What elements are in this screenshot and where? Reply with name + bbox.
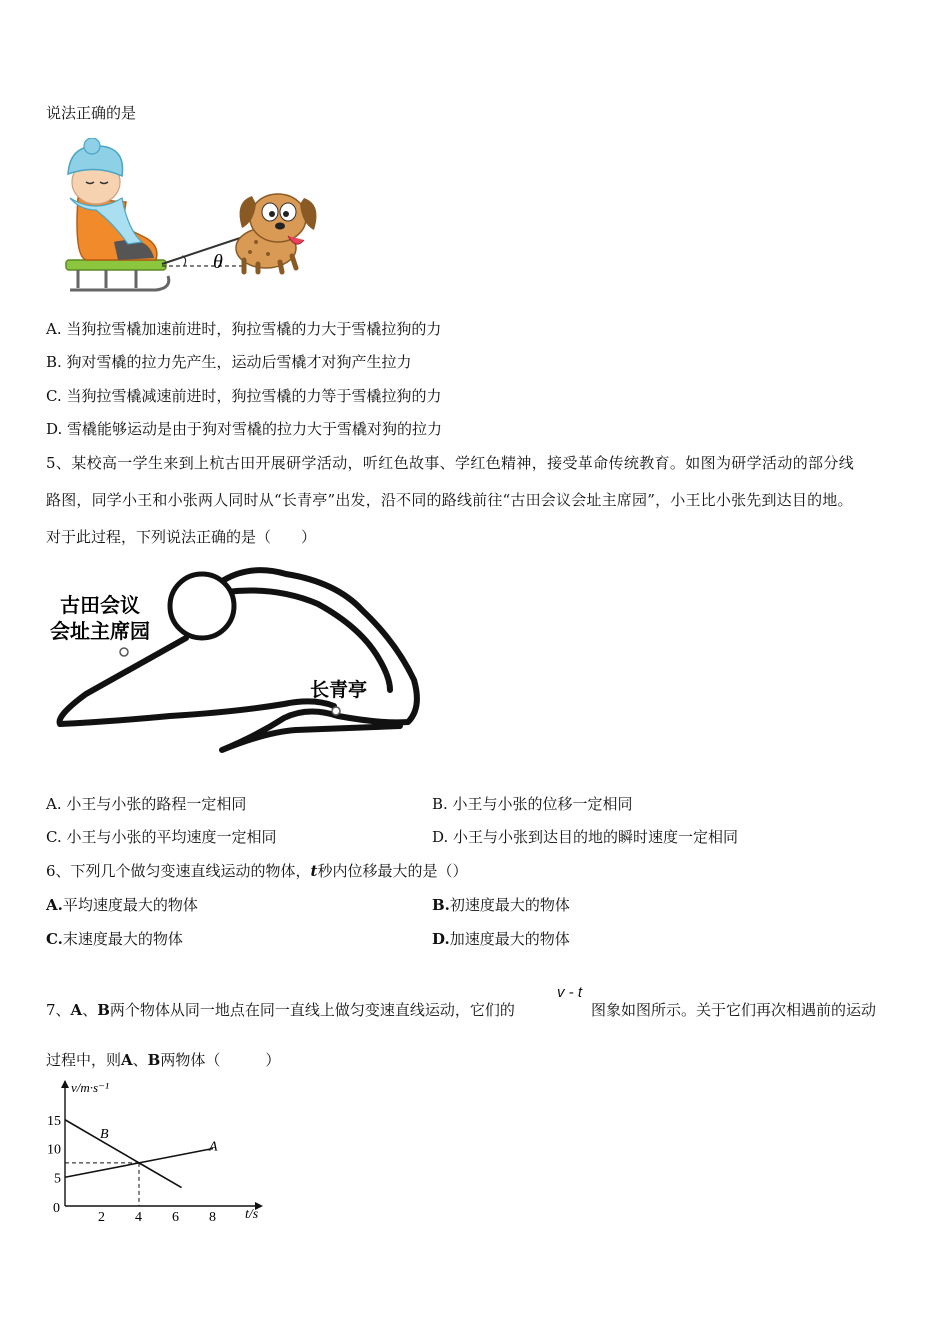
series-line-b (65, 1120, 182, 1188)
dog-icon (236, 194, 316, 272)
sled-icon (66, 260, 169, 290)
start-marker-icon (332, 707, 340, 715)
origin-label: 0 (53, 1201, 60, 1216)
q7-vt-label: v - t (557, 984, 582, 1001)
series-label-b: B (100, 1127, 109, 1142)
q6-stem-var: t (310, 862, 318, 880)
q7-stem-line-2: 过程中，则A、B两物体（ ） (46, 1051, 281, 1069)
q5-option-d: D. 小王与小张到达目的地的瞬时速度一定相同 (432, 828, 739, 846)
dest-marker-icon (120, 648, 128, 656)
q6-stem (46, 860, 468, 881)
series-label-a: A (209, 1139, 218, 1155)
y-tick-label: 5 (54, 1171, 61, 1187)
q5-stem-line-2: 路图，同学小王和小张两人同时从“长青亭”出发，沿不同的路线前往“古田会议会址主席园”，小王比小张先到达目的地。 (46, 491, 853, 509)
q4-option-b: B. 狗对雪橇的拉力先产生，运动后雪橇才对狗产生拉力 (46, 353, 412, 371)
q6-option-c: C.末速度最大的物体 (46, 930, 183, 948)
x-tick-label: 2 (98, 1210, 105, 1224)
q5-option-b: B. 小王与小张的位移一定相同 (432, 795, 633, 813)
roundabout-circle (170, 574, 234, 638)
q7-stem-line-1: 7、A、B两个物体从同一地点在同一直线上做匀变速直线运动，它们的 (46, 1001, 515, 1019)
q6-stem-post: 秒内位移最大的是（） (317, 862, 468, 880)
route-lower (60, 638, 334, 724)
q7-stem-line-1b: 图象如图所示。关于它们再次相遇前的运动 (591, 1001, 877, 1019)
q4-option-a: A. 当狗拉雪橇加速前进时，狗拉雪橇的力大于雪橇拉狗的力 (46, 320, 442, 338)
q5-stem-line-1: 5、某校高一学生来到上杭古田开展研学活动，听红色故事、学红色精神，接受革命传统教育。如图为研学活动的部分线 (46, 454, 855, 472)
question-intro-tail: 说法正确的是 (46, 104, 137, 122)
q6-option-d: D.加速度最大的物体 (432, 930, 570, 948)
q6-option-a: A.平均速度最大的物体 (46, 896, 198, 914)
q5-option-c: C. 小王与小张的平均速度一定相同 (46, 828, 277, 846)
x-tick-label: 6 (172, 1210, 179, 1224)
y-tick-label: 15 (47, 1113, 61, 1129)
q5-stem-line-3: 对于此过程，下列说法正确的是（ ） (46, 528, 317, 546)
q4-option-d: D. 雪橇能够运动是由于狗对雪橇的拉力大于雪橇对狗的拉力 (46, 420, 443, 438)
y-axis-arrow-icon (61, 1080, 69, 1088)
y-axis-label: v/m·s⁻¹ (71, 1080, 109, 1095)
x-tick-label: 8 (209, 1210, 216, 1224)
q5-option-a: A. 小王与小张的路程一定相同 (46, 795, 247, 813)
route-map (46, 556, 430, 756)
route-outline (222, 570, 417, 750)
q6-stem-pre: 6、下列几个做匀变速直线运动的物体， (46, 862, 311, 880)
child-icon (68, 138, 157, 260)
map-dest-label-1: 古田会议 (60, 595, 140, 617)
q4-option-c: C. 当狗拉雪橇减速前进时，狗拉雪橇的力等于雪橇拉狗的力 (46, 387, 442, 405)
y-tick-label: 10 (47, 1142, 61, 1158)
map-start-label: 长青亭 (310, 680, 368, 701)
vt-chart (40, 1074, 270, 1224)
route-inner (226, 591, 390, 691)
x-axis-label: t/s (245, 1207, 259, 1222)
angle-theta-label: θ (213, 251, 223, 273)
x-tick-label: 4 (135, 1210, 142, 1224)
map-dest-label-2: 会址主席园 (50, 621, 150, 643)
q6-option-b: B.初速度最大的物体 (432, 896, 570, 914)
sled-dog-illustration (56, 138, 321, 298)
